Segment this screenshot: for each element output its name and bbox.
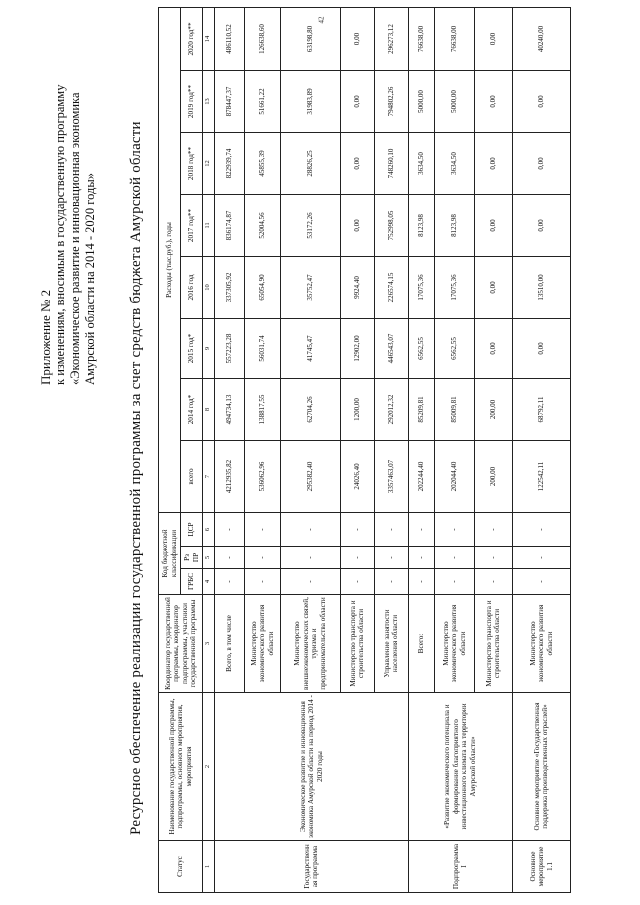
row-coordinator: Министерство экономического развития области — [434, 595, 474, 693]
row-grbs: - — [244, 569, 280, 595]
header-name: Наименование государственной программы, подпрограммы, основного мероприятия, мероприятия — [159, 693, 203, 841]
appendix-number: Приложение № 2 — [38, 289, 53, 385]
header-year: 2019 год** — [181, 71, 203, 133]
row-total-value: 3357463,07 — [374, 441, 408, 513]
resource-table — [158, 7, 571, 893]
column-number: 6 — [203, 513, 215, 547]
row-status: Подпрограмма I — [408, 841, 512, 893]
row-year-value: 63198,80 — [280, 7, 340, 70]
row-year-value: 5000,00 — [408, 71, 434, 133]
column-number: 12 — [203, 133, 215, 195]
row-year-value: 836174,87 — [214, 195, 244, 257]
row-year-value: 0,00 — [340, 71, 374, 133]
row-year-value: 8123,98 — [434, 195, 474, 257]
header-rzpr: Рз ПР — [181, 547, 203, 569]
row-year-value: 226574,15 — [374, 257, 408, 319]
column-number: 5 — [203, 547, 215, 569]
row-rzpr: - — [340, 547, 374, 569]
row-csr: - — [374, 513, 408, 547]
row-year-value: 337305,92 — [214, 257, 244, 319]
row-year-value: 65054,90 — [244, 257, 280, 319]
row-total-value: 200,00 — [474, 441, 512, 513]
row-year-value: 56031,74 — [244, 319, 280, 379]
row-year-value: 486110,52 — [214, 7, 244, 70]
row-rzpr: - — [474, 547, 512, 569]
row-year-value: 292012,32 — [374, 379, 408, 441]
row-year-value: 0,00 — [340, 195, 374, 257]
row-total-value: 24026,40 — [340, 441, 374, 513]
row-csr: - — [280, 513, 340, 547]
row-year-value: 85209,81 — [408, 379, 434, 441]
row-total-value: 536062,96 — [244, 441, 280, 513]
header-year: 2014 год* — [181, 379, 203, 441]
column-number: 8 — [203, 379, 215, 441]
table-row — [214, 7, 244, 892]
row-year-value: 0,00 — [474, 7, 512, 70]
column-number: 9 — [203, 319, 215, 379]
row-coordinator: Управление занятости населения области — [374, 595, 408, 693]
row-csr: - — [408, 513, 434, 547]
table-row — [512, 7, 570, 892]
row-program-name: Экономическое развитие и инновационная экономика Амурской области на период 2014 - 2020 годы — [214, 693, 408, 841]
row-coordinator: Министерство транспорта и строительства области — [340, 595, 374, 693]
row-year-value: 41745,47 — [280, 319, 340, 379]
row-year-value: 0,00 — [512, 195, 570, 257]
row-rzpr: - — [374, 547, 408, 569]
header-csr: ЦСР — [181, 513, 203, 547]
column-number: 3 — [203, 595, 215, 693]
row-grbs: - — [214, 569, 244, 595]
header-row-1 — [159, 7, 181, 892]
row-year-value: 0,00 — [474, 133, 512, 195]
header-status: Статус — [159, 841, 203, 893]
column-number: 13 — [203, 71, 215, 133]
row-year-value: 85009,81 — [434, 379, 474, 441]
row-year-value: 12902,00 — [340, 319, 374, 379]
row-year-value: 752998,05 — [374, 195, 408, 257]
row-year-value: 3634,50 — [408, 133, 434, 195]
row-year-value: 138817,55 — [244, 379, 280, 441]
table-row — [408, 7, 434, 892]
row-year-value: 17075,36 — [434, 257, 474, 319]
table-body — [214, 7, 570, 892]
row-year-value: 76638,00 — [408, 7, 434, 70]
row-total-value: 295382,40 — [280, 441, 340, 513]
row-year-value: 6562,55 — [434, 319, 474, 379]
row-year-value: 446543,07 — [374, 319, 408, 379]
header-year: 2015 год* — [181, 319, 203, 379]
row-year-value: 0,00 — [474, 319, 512, 379]
row-year-value: 1200,00 — [340, 379, 374, 441]
row-csr: - — [340, 513, 374, 547]
row-year-value: 748260,10 — [374, 133, 408, 195]
row-year-value: 40240,00 — [512, 7, 570, 70]
row-year-value: 0,00 — [474, 71, 512, 133]
row-year-value: 5000,00 — [434, 71, 474, 133]
appendix-line-1: к изменениям, вносимым в государственную программу — [53, 84, 67, 385]
row-year-value: 35752,47 — [280, 257, 340, 319]
row-grbs: - — [434, 569, 474, 595]
row-rzpr: - — [214, 547, 244, 569]
header-budget-codes: Код бюджетной классификации — [159, 513, 181, 595]
row-grbs: - — [512, 569, 570, 595]
header-coordinator: Координатор государственной программы, координатор подпрограммы, участники государственной программы — [159, 595, 203, 693]
row-year-value: 31983,89 — [280, 71, 340, 133]
row-year-value: 6562,55 — [408, 319, 434, 379]
row-status: Государственная программа — [214, 841, 408, 893]
row-csr: - — [214, 513, 244, 547]
row-total-value: 202244,40 — [408, 441, 434, 513]
row-status: Основное мероприятие 1.1 — [512, 841, 570, 893]
row-year-value: 13510,00 — [512, 257, 570, 319]
column-number: 11 — [203, 195, 215, 257]
row-rzpr: - — [408, 547, 434, 569]
row-coordinator: Министерство экономического развития области — [512, 595, 570, 693]
row-rzpr: - — [512, 547, 570, 569]
row-year-value: 51661,22 — [244, 71, 280, 133]
column-numbers-row — [203, 7, 215, 892]
row-csr: - — [434, 513, 474, 547]
row-csr: - — [474, 513, 512, 547]
row-program-name: Основное мероприятие «Государственная поддержка производственных отраслей» — [512, 693, 570, 841]
row-rzpr: - — [244, 547, 280, 569]
row-year-value: 822939,74 — [214, 133, 244, 195]
row-coordinator: Всего: — [408, 595, 434, 693]
row-year-value: 52004,56 — [244, 195, 280, 257]
row-csr: - — [244, 513, 280, 547]
column-number: 7 — [203, 441, 215, 513]
row-coordinator: Министерство экономического развития области — [244, 595, 280, 693]
header-year: 2018 год** — [181, 133, 203, 195]
appendix-line-2: «Экономическое развитие и инновационная экономика — [68, 92, 82, 385]
row-csr: - — [512, 513, 570, 547]
row-year-value: 17075,36 — [408, 257, 434, 319]
row-grbs: - — [474, 569, 512, 595]
row-year-value: 0,00 — [474, 195, 512, 257]
header-expenses: Расходы (тыс.руб.), годы — [159, 7, 181, 512]
row-grbs: - — [408, 569, 434, 595]
row-year-value: 0,00 — [340, 7, 374, 70]
page-number-mark: 42 — [317, 16, 326, 24]
column-number: 14 — [203, 7, 215, 70]
row-rzpr: - — [280, 547, 340, 569]
row-rzpr: - — [434, 547, 474, 569]
row-program-name: «Развитие экономического потенциала и формирование благоприятного инвестиционного климата на территории Амурской области» — [408, 693, 512, 841]
row-year-value: 0,00 — [512, 319, 570, 379]
row-year-value: 494734,13 — [214, 379, 244, 441]
row-coordinator: Министерство внешнеэкономических связей, туризма и предпринимательства области — [280, 595, 340, 693]
document-title: Ресурсное обеспечение реализации государственной программы за счет средств бюджета Амурской области — [128, 121, 144, 835]
column-number: 1 — [203, 841, 215, 893]
row-coordinator: Министерство транспорта и строительства области — [474, 595, 512, 693]
row-year-value: 9924,40 — [340, 257, 374, 319]
row-year-value: 0,00 — [340, 133, 374, 195]
header-grbs: ГРБС — [181, 569, 203, 595]
row-year-value: 62704,26 — [280, 379, 340, 441]
appendix-header — [38, 85, 98, 385]
row-year-value: 878447,37 — [214, 71, 244, 133]
row-year-value: 200,00 — [474, 379, 512, 441]
row-year-value: 0,00 — [512, 133, 570, 195]
appendix-line-3: Амурской области на 2014 - 2020 годы» — [83, 172, 97, 385]
row-year-value: 557223,28 — [214, 319, 244, 379]
header-year: 2017 год** — [181, 195, 203, 257]
column-number: 10 — [203, 257, 215, 319]
row-total-value: 202044,40 — [434, 441, 474, 513]
row-year-value: 28826,25 — [280, 133, 340, 195]
row-coordinator: Всего, в том числе — [214, 595, 244, 693]
row-year-value: 68792,11 — [512, 379, 570, 441]
header-total: всего — [181, 441, 203, 513]
row-year-value: 76638,00 — [434, 7, 474, 70]
row-year-value: 8123,98 — [408, 195, 434, 257]
row-year-value: 0,00 — [474, 257, 512, 319]
row-total-value: 122542,11 — [512, 441, 570, 513]
row-total-value: 4212935,82 — [214, 441, 244, 513]
row-year-value: 3634,50 — [434, 133, 474, 195]
header-year: 2016 год — [181, 257, 203, 319]
row-year-value: 794802,26 — [374, 71, 408, 133]
row-grbs: - — [340, 569, 374, 595]
row-grbs: - — [280, 569, 340, 595]
header-year: 2020 год** — [181, 7, 203, 70]
column-number: 4 — [203, 569, 215, 595]
row-year-value: 126638,60 — [244, 7, 280, 70]
row-year-value: 296273,12 — [374, 7, 408, 70]
row-year-value: 45855,39 — [244, 133, 280, 195]
column-number: 2 — [203, 693, 215, 841]
row-year-value: 53172,26 — [280, 195, 340, 257]
row-grbs: - — [374, 569, 408, 595]
row-year-value: 0,00 — [512, 71, 570, 133]
